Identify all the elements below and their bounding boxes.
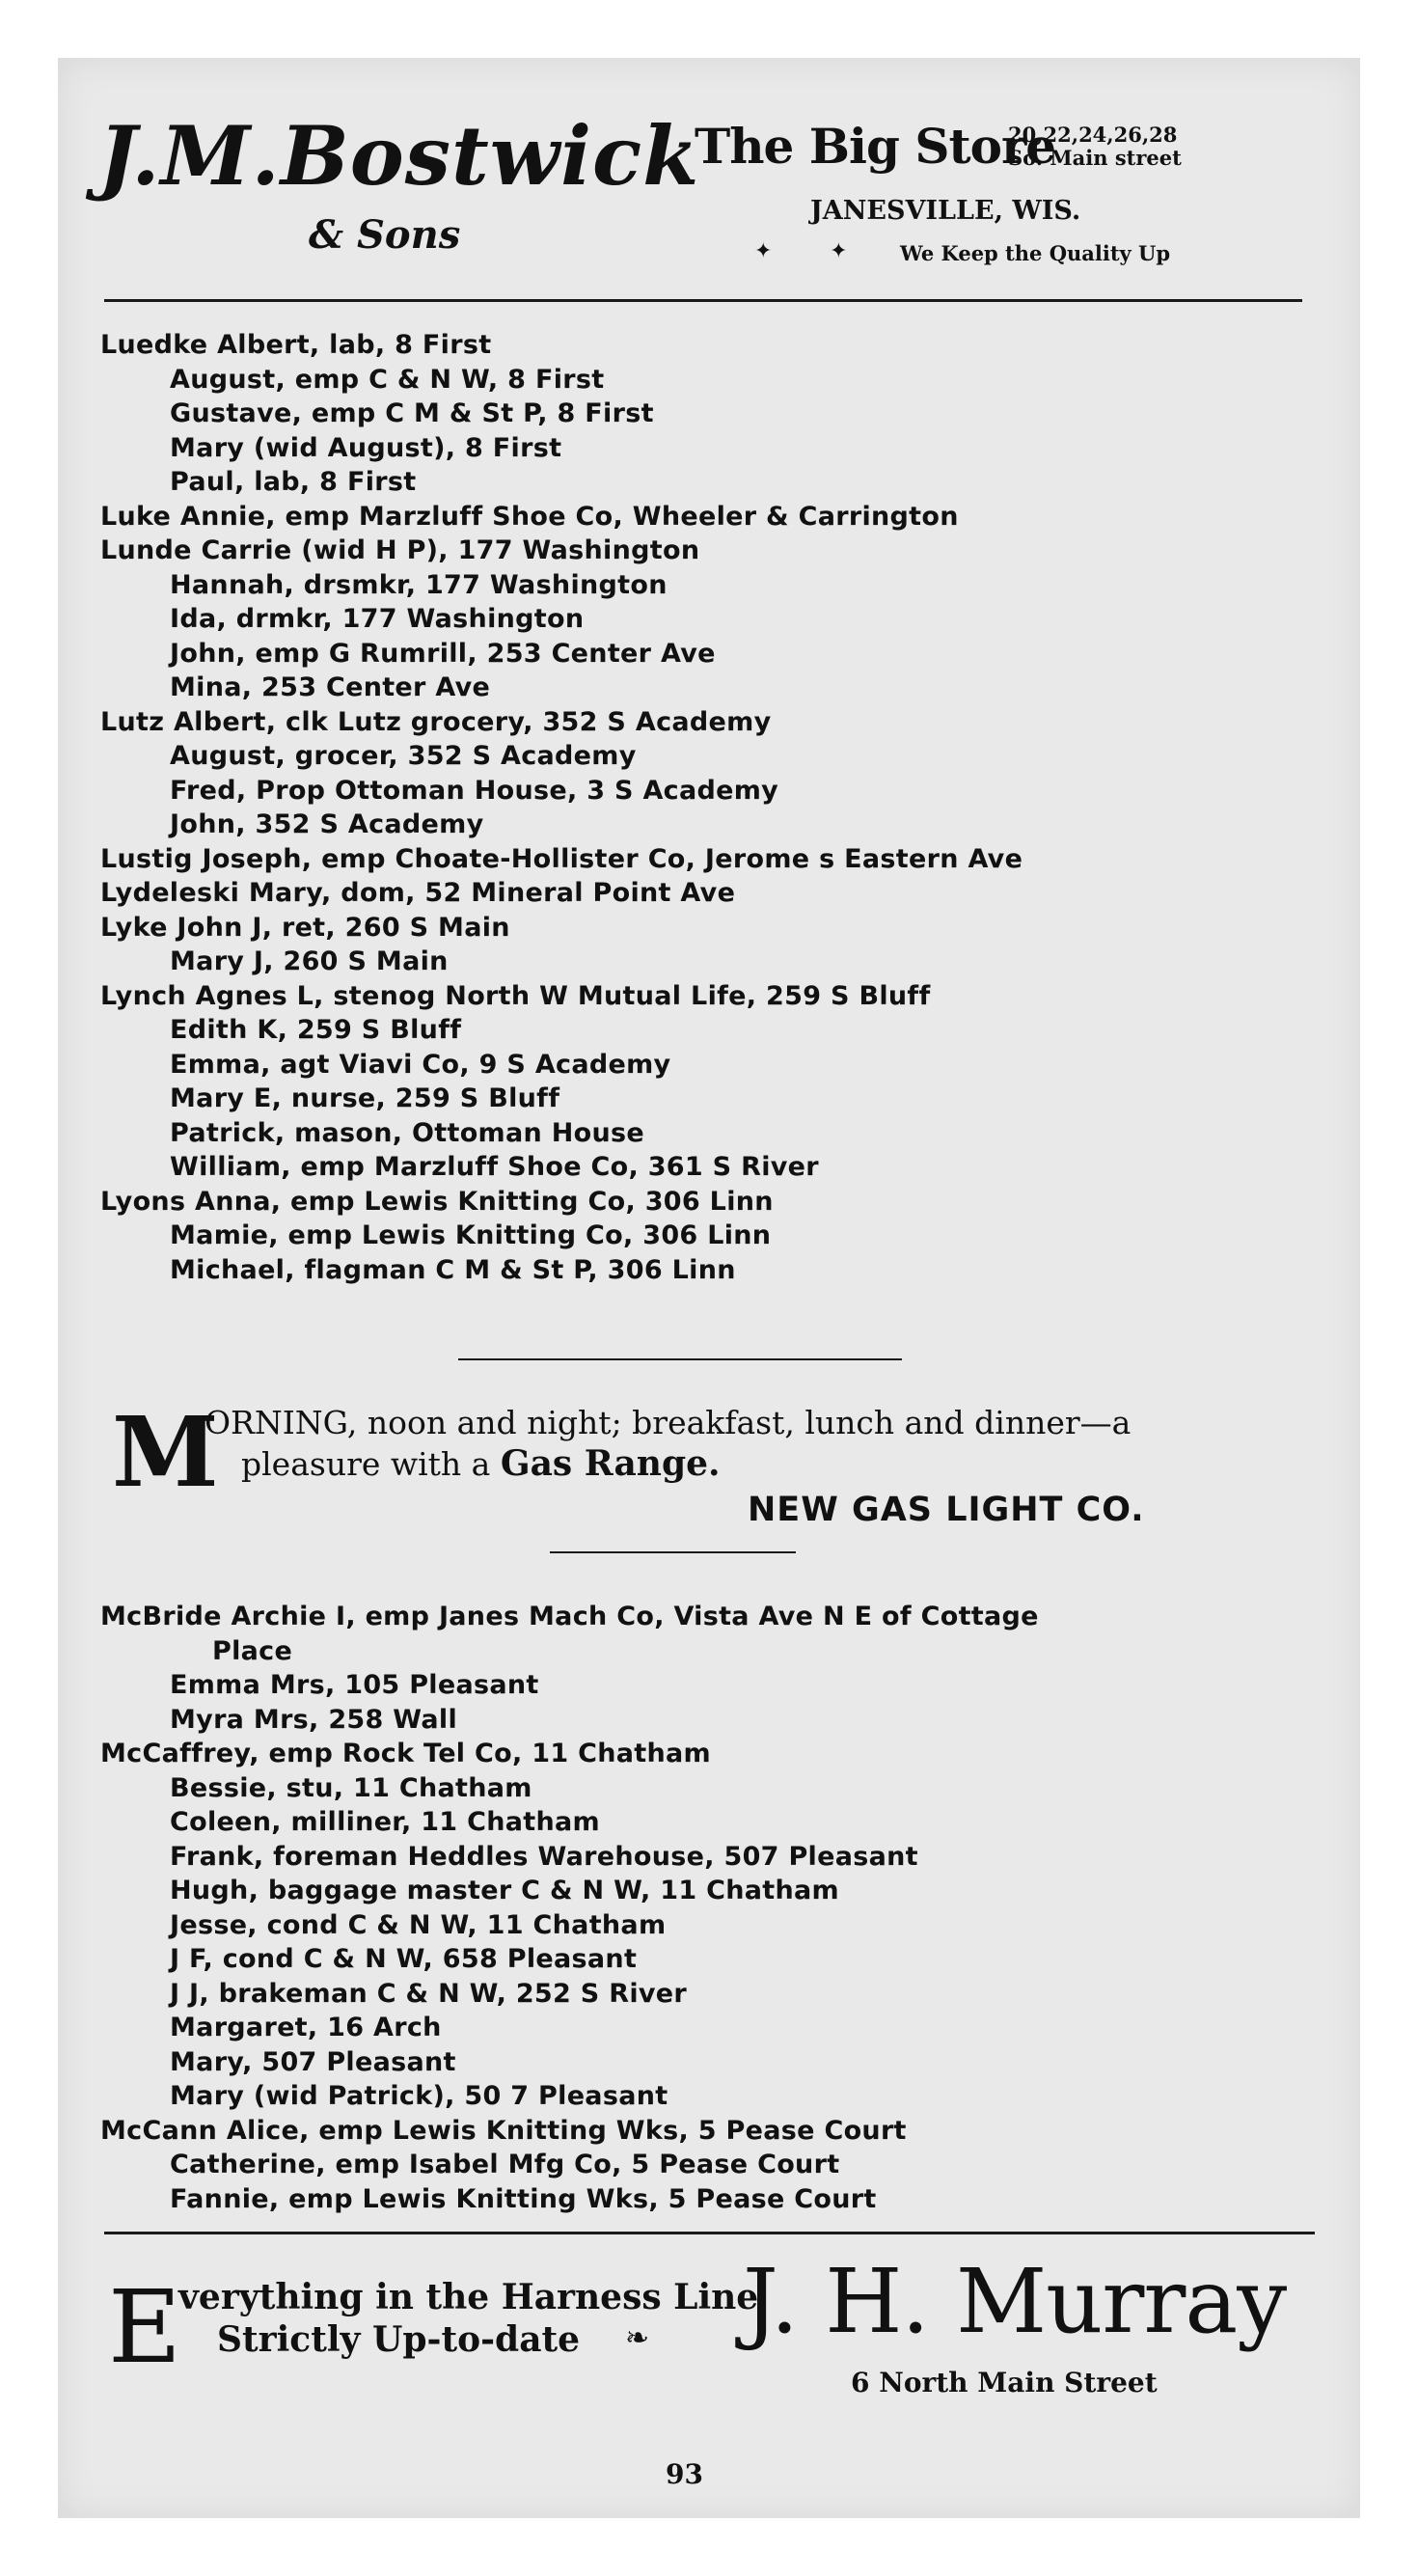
bostwick-logo-name: J.M.Bostwick [98, 108, 700, 204]
directory-entry: Fred, Prop Ottoman House, 3 S Academy [170, 775, 779, 806]
gas-ad-line-1: ORNING, noon and night; breakfast, lunch and dinner—a [205, 1404, 1132, 1441]
directory-entry: Hannah, drsmkr, 177 Washington [170, 569, 668, 600]
directory-entry: Mina, 253 Center Ave [170, 672, 491, 702]
directory-entry: Coleen, milliner, 11 Chatham [170, 1807, 600, 1837]
footer-divider [104, 2232, 1315, 2234]
directory-page [58, 58, 1360, 2518]
directory-entry: Lynch Agnes L, stenog North W Mutual Life, 259 S Bluff [100, 980, 931, 1011]
directory-entry: Gustave, emp C M & St P, 8 First [170, 398, 654, 428]
directory-entry: August, grocer, 352 S Academy [170, 741, 637, 771]
bostwick-logo-sons: & Sons [309, 212, 461, 258]
ornament-icon: ✦ ✦ [754, 239, 873, 263]
directory-entry: Paul, lab, 8 First [170, 467, 417, 497]
gas-ad-product: Gas Range. [500, 1443, 721, 1484]
directory-entry: Jesse, cond C & N W, 11 Chatham [170, 1909, 667, 1940]
directory-entry: Lunde Carrie (wid H P), 177 Washington [100, 535, 700, 565]
gas-ad-line-2-text: pleasure with a [241, 1445, 491, 1483]
directory-entry: Mary, 507 Pleasant [170, 2046, 456, 2077]
store-title: The Big Store [695, 118, 1056, 175]
directory-entry: J F, cond C & N W, 658 Pleasant [170, 1944, 638, 1974]
directory-entry: Michael, flagman C M & St P, 306 Linn [170, 1254, 736, 1285]
directory-entry: John, 352 S Academy [170, 809, 484, 839]
harness-ad-line-2: Strictly Up-to-date [217, 2319, 581, 2360]
directory-entry: Myra Mrs, 258 Wall [170, 1704, 458, 1735]
directory-entry: August, emp C & N W, 8 First [170, 364, 605, 395]
section-divider [458, 1358, 902, 1360]
directory-entry: Edith K, 259 S Bluff [170, 1015, 462, 1045]
header-divider [104, 299, 1302, 302]
directory-entry: Hugh, baggage master C & N W, 11 Chatham [170, 1876, 839, 1905]
murray-name: J. H. Murray [743, 2250, 1287, 2353]
directory-entry: Luke Annie, emp Marzluff Shoe Co, Wheeler & Carrington [100, 501, 959, 532]
directory-entry: J J, brakeman C & N W, 252 S River [170, 1978, 688, 2009]
murray-address: 6 North Main Street [851, 2367, 1158, 2398]
directory-entry: Emma Mrs, 105 Pleasant [170, 1670, 539, 1700]
directory-entry: Ida, drmkr, 177 Washington [170, 604, 585, 634]
gas-company-name: NEW GAS LIGHT CO. [748, 1491, 1145, 1529]
fleuron-icon: ❧ [625, 2321, 650, 2355]
store-address [1008, 123, 1182, 170]
directory-entry: Mary J, 260 S Main [170, 946, 449, 976]
directory-entry: McCann Alice, emp Lewis Knitting Wks, 5 Pease Court [100, 2115, 907, 2146]
directory-entry: Mary (wid Patrick), 50 7 Pleasant [170, 2081, 668, 2111]
ad-drop-cap: M [112, 1395, 219, 1509]
directory-entry: Lustig Joseph, emp Choate-Hollister Co, Jerome s Eastern Ave [100, 843, 1023, 874]
directory-entry: John, emp G Rumrill, 253 Center Ave [170, 638, 716, 669]
directory-entry: Catherine, emp Isabel Mfg Co, 5 Pease Court [170, 2150, 840, 2179]
store-address-numbers: 20,22,24,26,28 [1008, 123, 1178, 147]
directory-entry: Lutz Albert, clk Lutz grocery, 352 S Academy [100, 706, 772, 737]
directory-entry: Mary (wid August), 8 First [170, 432, 562, 463]
gas-ad-line-2 [241, 1443, 721, 1484]
directory-entry: Lydeleski Mary, dom, 52 Mineral Point Ave [100, 878, 736, 908]
footer-drop-cap: E [108, 2268, 181, 2386]
store-slogan: We Keep the Quality Up [900, 241, 1171, 265]
directory-entry: Lyke John J, ret, 260 S Main [100, 912, 510, 943]
directory-entry: Mamie, emp Lewis Knitting Co, 306 Linn [170, 1220, 772, 1250]
directory-entry: Mary E, nurse, 259 S Bluff [170, 1083, 560, 1113]
directory-entry: McBride Archie I, emp Janes Mach Co, Vista Ave N E of Cottage [100, 1602, 1039, 1631]
directory-entry: McCaffrey, emp Rock Tel Co, 11 Chatham [100, 1739, 711, 1768]
directory-entry: Lyons Anna, emp Lewis Knitting Co, 306 Linn [100, 1186, 774, 1217]
directory-entry: Place [212, 1635, 293, 1666]
directory-listings-a [100, 328, 1306, 1287]
directory-entry: Frank, foreman Heddles Warehouse, 507 Pleasant [170, 1841, 918, 1872]
page-number: 93 [666, 2458, 703, 2490]
directory-entry: William, emp Marzluff Shoe Co, 361 S River [170, 1152, 819, 1182]
store-address-street: So. Main street [1008, 146, 1182, 170]
directory-entry: Emma, agt Viavi Co, 9 S Academy [170, 1049, 671, 1080]
directory-listings-b [100, 1600, 1306, 2216]
directory-entry: Fannie, emp Lewis Knitting Wks, 5 Pease Court [170, 2183, 877, 2214]
directory-entry: Luedke Albert, lab, 8 First [100, 330, 492, 360]
directory-entry: Patrick, mason, Ottoman House [170, 1117, 644, 1148]
store-city: JANESVILLE, WIS. [810, 196, 1081, 226]
directory-entry: Margaret, 16 Arch [170, 2013, 442, 2042]
section-divider [550, 1551, 796, 1553]
directory-entry: Bessie, stu, 11 Chatham [170, 1772, 532, 1803]
harness-ad-line-1: verything in the Harness Line [178, 2277, 759, 2317]
